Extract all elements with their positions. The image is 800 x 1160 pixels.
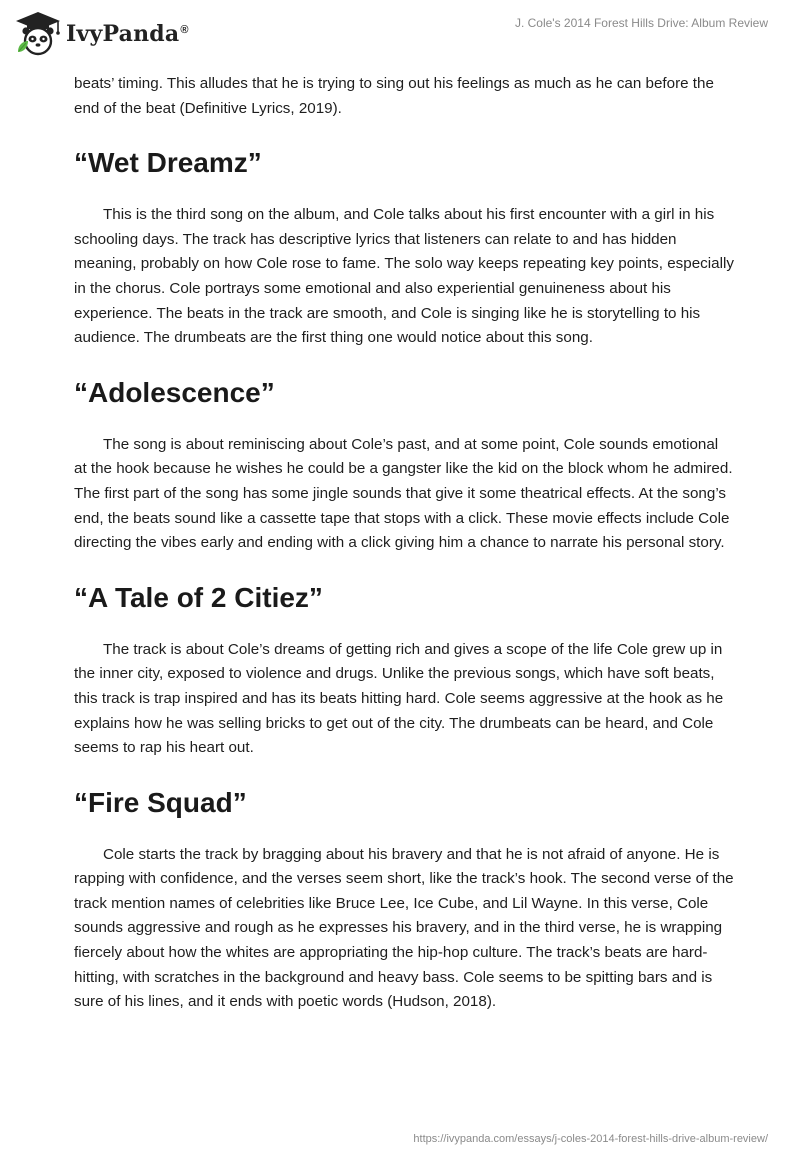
section-paragraph-tale-of-2-citiez: The track is about Cole’s dreams of getting rich and gives a scope of the life Cole grew up in the inner city, exposed to violence and drugs. Unlike the previous songs, which have soft beats, this track is trap inspired and has its beats hitting hard. Cole seems aggressive at the hook as he explains how he was selling bricks to get out of the city. The drumbeats can be heard, and Cole seems to rap his heart out. [74,640,724,757]
section-heading-adolescence: “Adolescence” [74,376,275,408]
essay-content [74,72,734,1015]
section-paragraph-fire-squad: Cole starts the track by bragging about his bravery and that he is not afraid of anyone. He is rapping with confidence, and the verses seem short, like the track’s hook. The second verse of the track mention names of celebrities like Bruce Lee, Ice Cube, and Lil Wayne. In this verse, Cole sounds aggressive and rough as he expresses his bravery, and in the third verse, he is wrapping fiercely about how the whites are appropriating the hip-hop culture. The track’s beats are hard-hitting, with scratches in the background and heavy bass. Cole seems to be spitting bars and is sure of his lines, and it ends with poetic words (Hudson, 2018). [74,845,734,1011]
registered-mark: ® [180,23,189,36]
page-header [0,0,800,70]
section-heading-wet-dreamz: “Wet Dreamz” [74,147,262,179]
section-paragraph-adolescence: The song is about reminiscing about Cole’s past, and at some point, Cole sounds emotional at the hook because he wishes he could be a gangster like the kid on the block whom he admired. The first part of the song has some jingle sounds that give it some theatrical effects. At the song’s end, the beats sound like a cassette tape that stops with a click. These movie effects include Cole directing the vibes early and ending with a click giving him a chance to narrate his personal story. [74,435,733,552]
section-heading-fire-squad: “Fire Squad” [74,786,247,818]
ivypanda-logo[interactable] [14,10,189,56]
section-paragraph-wet-dreamz: This is the third song on the album, and Cole talks about his first encounter with a girl in his schooling days. The track has descriptive lyrics that listeners can relate to and has hidden meaning, probably on how Cole rose to fame. The solo way keeps repeating key points, especially in the chorus. Cole portrays some emotional and also experiential genuineness about his experience. The beats in the track are smooth, and Cole is singing like he is storytelling to his audience. The drumbeats are the first thing one would notice about this song. [74,206,734,347]
document-title: J. Cole's 2014 Forest Hills Drive: Album Review [514,16,768,30]
section-heading-tale-of-2-citiez: “A Tale of 2 Citiez” [74,581,323,613]
source-url-link[interactable]: https://ivypanda.com/essays/j-coles-2014-forest-hills-drive-album-review/ [413,1133,768,1145]
intro-paragraph: beats’ timing. This alludes that he is trying to sing out his feelings as much as he can before the end of the beat (Definitive Lyrics, 2019). [74,75,714,117]
panda-graduate-icon [14,10,62,56]
logo-wordmark: IvyPanda® [66,21,189,47]
